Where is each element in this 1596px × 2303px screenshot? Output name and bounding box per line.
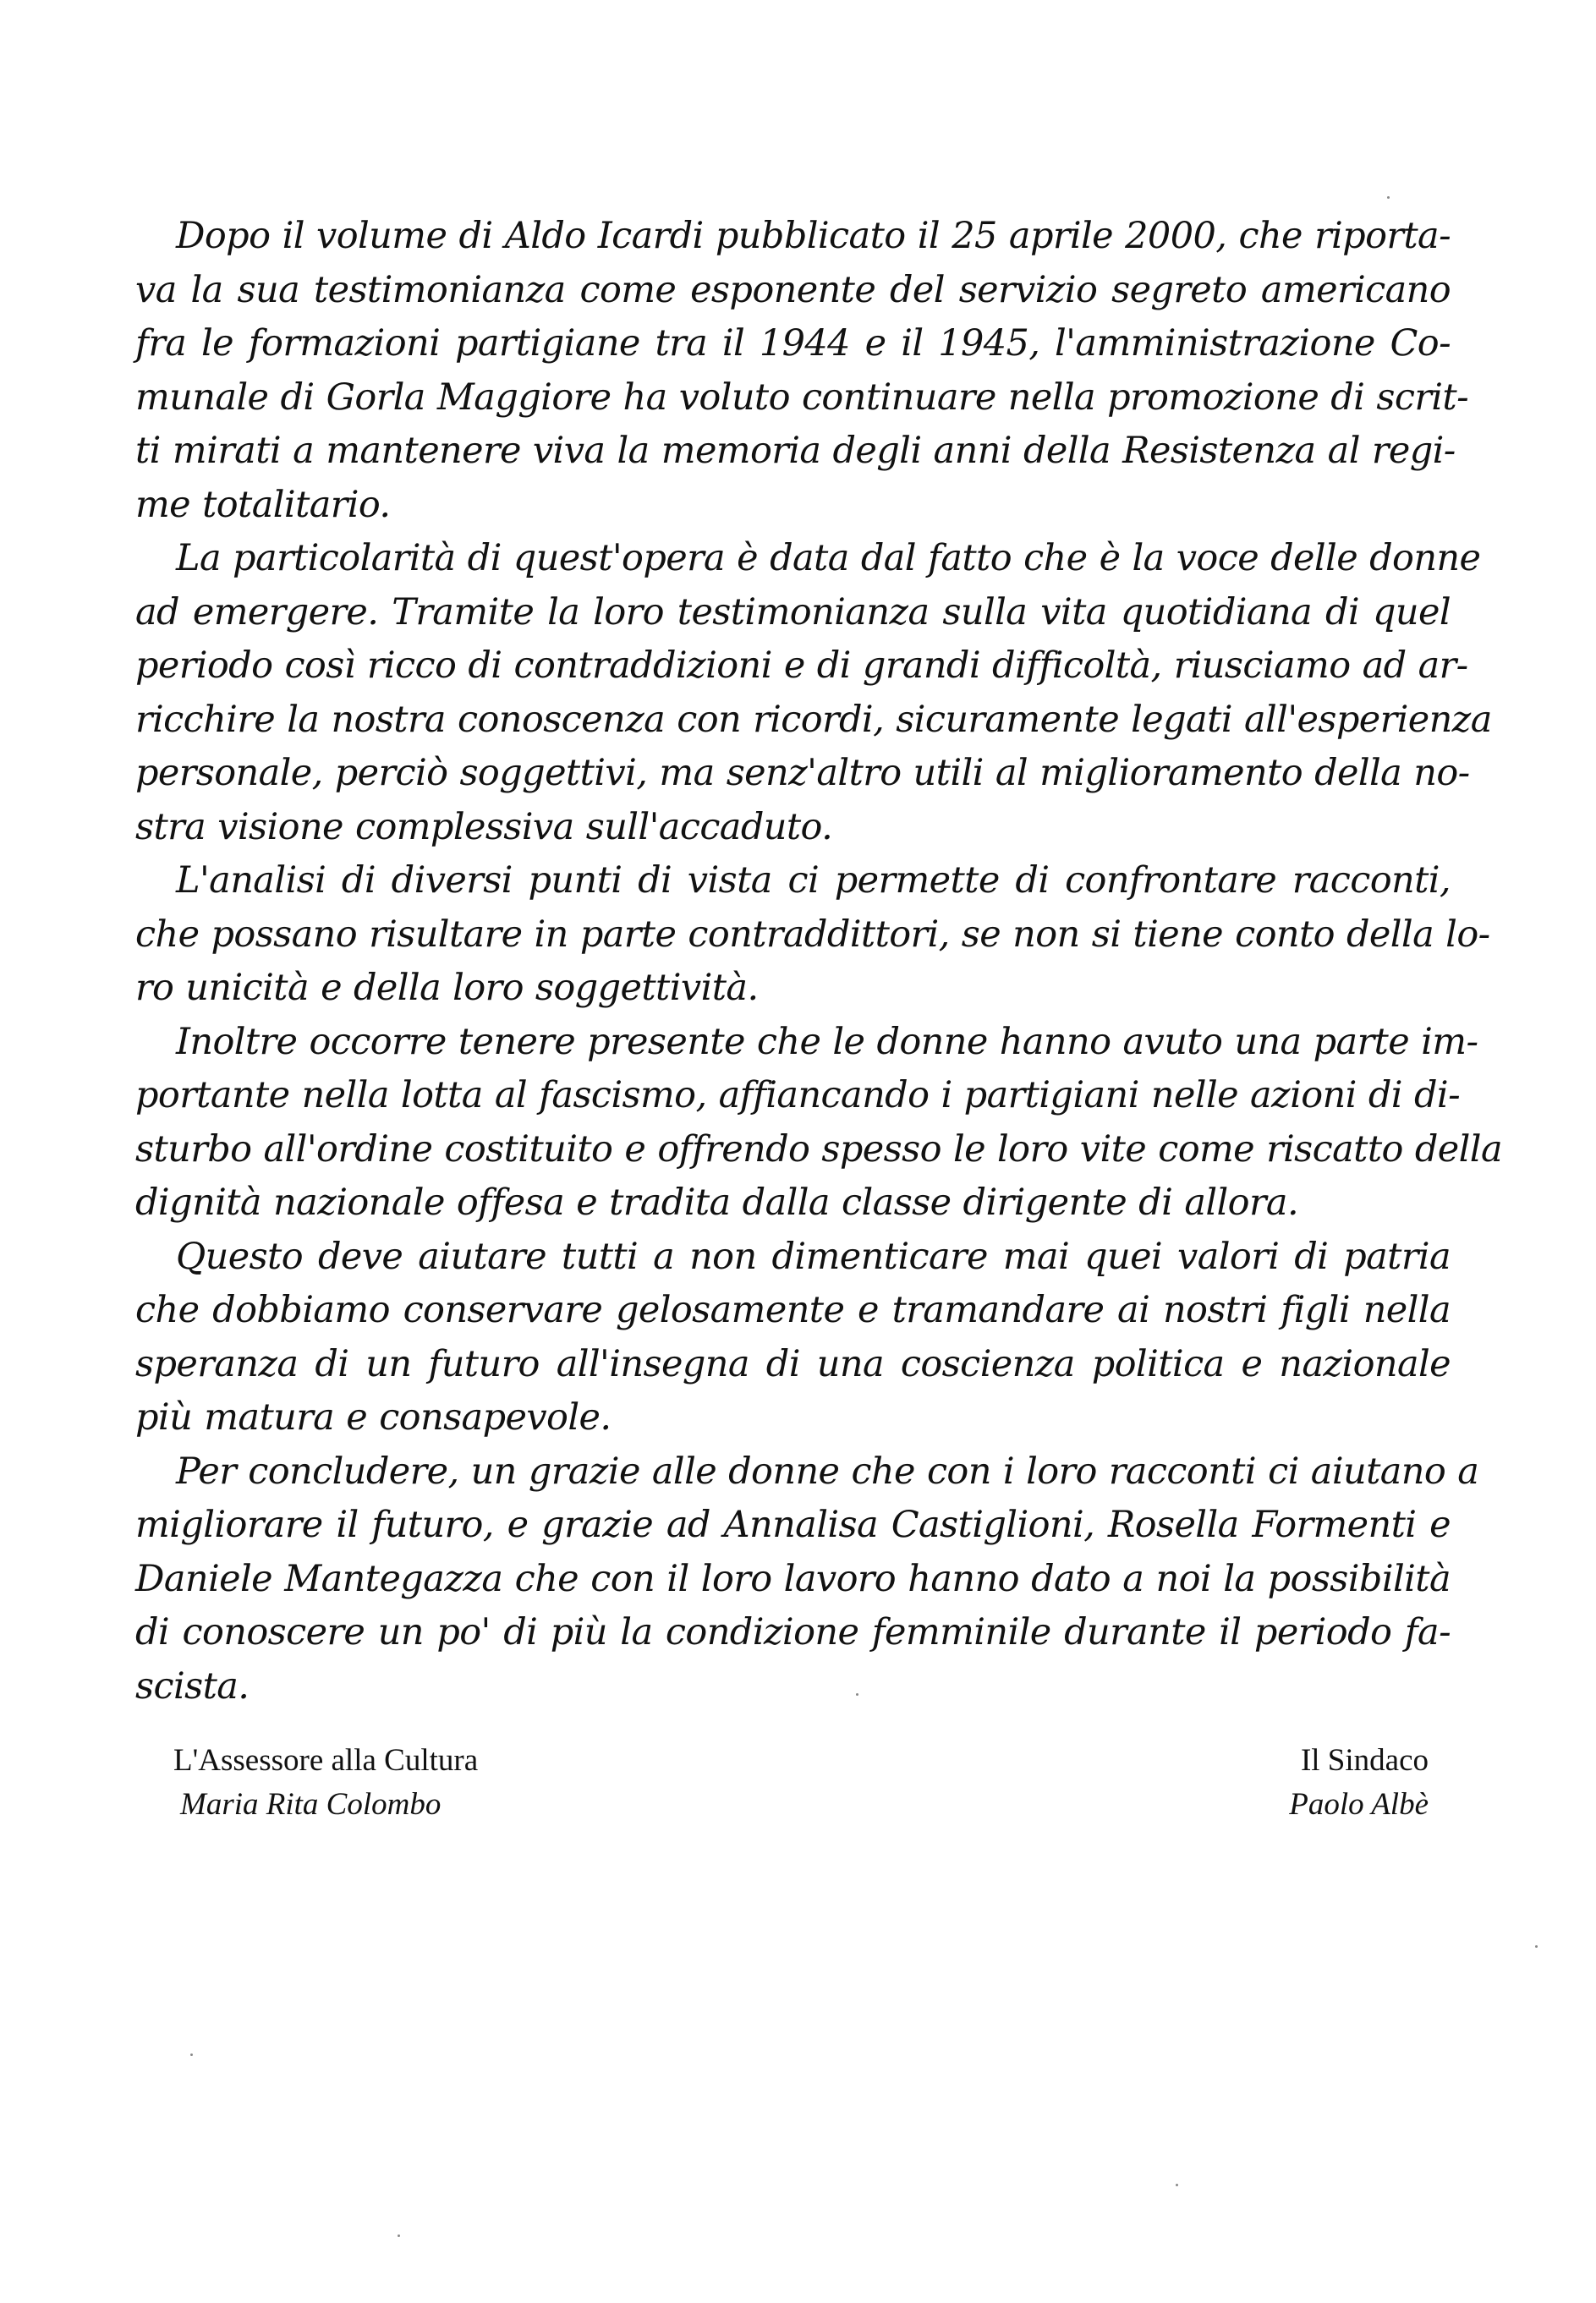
text-line: Questo deve aiutare tutti a non dimenticare mai quei valori di patria [176, 1235, 1451, 1278]
scan-speck [1387, 196, 1390, 199]
scan-speck [856, 1693, 858, 1696]
text-line: ro unicità e della loro soggettività. [135, 967, 759, 1009]
text-line: stra visione complessiva sull'accaduto. [135, 805, 833, 848]
text-line: me totalitario. [135, 483, 391, 526]
text-line: sturbo all'ordine costituito e offrendo spesso le loro vite come riscatto della [135, 1127, 1502, 1171]
text-line: Inoltre occorre tenere presente che le donne hanno avuto una parte im- [176, 1020, 1478, 1063]
signature-name: Maria Rita Colombo [180, 1787, 442, 1822]
text-line: più matura e consapevole. [135, 1396, 612, 1439]
signature-role: Il Sindaco [1300, 1743, 1429, 1778]
text-line: Dopo il volume di Aldo Icardi pubblicato il 25 aprile 2000, che riporta- [176, 215, 1451, 257]
text-line: ti mirati a mantenere viva la memoria degli anni della Resistenza al regi- [135, 430, 1456, 472]
text-line: scista. [135, 1664, 250, 1708]
text-line: personale, perciò soggettivi, ma senz'altro utili al miglioramento della no- [135, 752, 1470, 794]
text-line: di conoscere un po' di più la condizione femminile durante il periodo fa- [135, 1611, 1451, 1653]
text-line: La particolarità di quest'opera è data dal fatto che è la voce delle donne [176, 537, 1481, 579]
scan-speck [190, 2054, 193, 2056]
text-line: munale di Gorla Maggiore ha voluto continuare nella promozione di scrit- [135, 376, 1469, 419]
text-line: che possano risultare in parte contraddittori, se non si tiene conto della lo- [135, 913, 1490, 956]
signature-left [173, 1739, 478, 1827]
text-line: Daniele Mantegazza che con il loro lavoro hanno dato a noi la possibilità [135, 1557, 1451, 1600]
text-line: migliorare il futuro, e grazie ad Annalisa Castiglioni, Rosella Formenti e [135, 1504, 1451, 1546]
text-line: va la sua testimonianza come esponente del servizio segreto americano [135, 268, 1451, 311]
text-line: speranza di un futuro all'insegna di una coscienza politica e nazionale [135, 1342, 1451, 1385]
signature-role: L'Assessore alla Cultura [173, 1743, 479, 1778]
text-line: portante nella lotta al fascismo, affiancando i partigiani nelle azioni di di- [135, 1074, 1461, 1116]
text-line: periodo così ricco di contraddizioni e di grandi difficoltà, riusciamo ad ar- [135, 644, 1468, 687]
signature-right [1289, 1739, 1429, 1827]
text-line: ad emergere. Tramite la loro testimonianza sulla vita quotidiana di quel [135, 590, 1451, 633]
text-line: ricchire la nostra conoscenza con ricordi, sicuramente legati all'esperienza [135, 698, 1492, 741]
body-text [135, 210, 1502, 1714]
text-line: che dobbiamo conservare gelosamente e tramandare ai nostri figli nella [135, 1289, 1451, 1331]
text-line: Per concludere, un grazie alle donne che con i loro racconti ci aiutano a [176, 1450, 1479, 1493]
text-line: L'analisi di diversi punti di vista ci permette di confrontare racconti, [176, 859, 1451, 902]
signature-block [0, 1739, 1596, 1840]
scan-speck [398, 2234, 400, 2237]
scan-speck [1176, 2184, 1178, 2186]
scan-speck [1535, 1945, 1538, 1948]
signature-name: Paolo Albè [1289, 1787, 1429, 1822]
text-line: fra le formazioni partigiane tra il 1944 e il 1945, l'amministrazione Co- [135, 322, 1451, 365]
text-line: dignità nazionale offesa e tradita dalla classe dirigente di allora. [135, 1182, 1299, 1224]
